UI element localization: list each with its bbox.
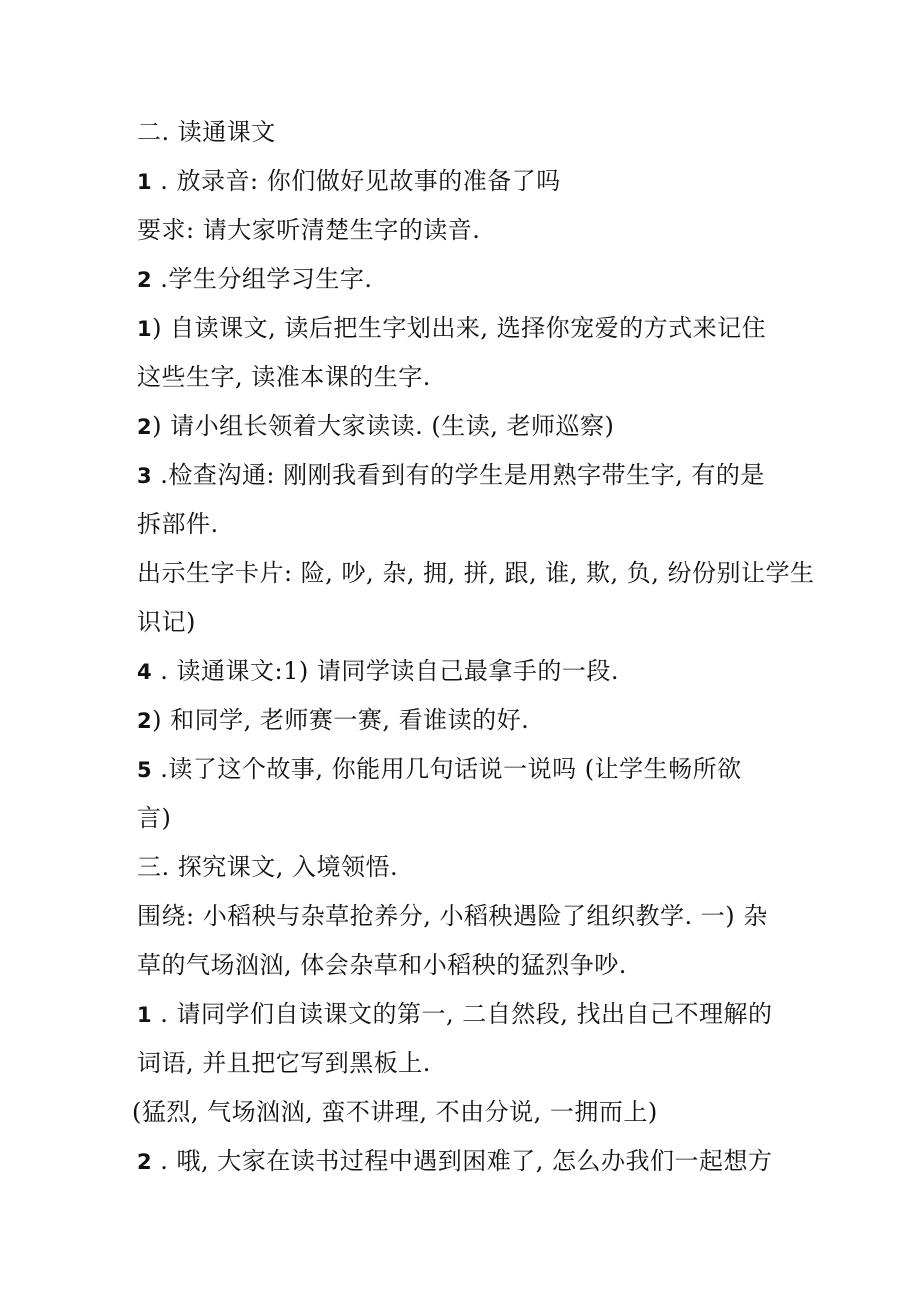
line-text: .学生分组学习生字. (152, 265, 373, 293)
text-line (137, 108, 797, 157)
text-line (137, 843, 797, 892)
text-line (137, 1039, 797, 1088)
line-text: ) 请小组长领着大家读读. (生读, 老师巡察) (152, 412, 615, 440)
line-text: . 请同学们自读课文的第一, 二自然段, 找出自己不理解的 (152, 1000, 773, 1028)
line-text: (猛烈, 气场汹汹, 蛮不讲理, 不由分说, 一拥而上) (132, 1098, 658, 1126)
line-text: 词语, 并且把它写到黑板上. (137, 1049, 431, 1077)
text-line (137, 892, 797, 941)
line-number: 1 (137, 1003, 153, 1027)
line-number: 5 (137, 758, 153, 782)
text-line (137, 500, 797, 549)
line-text: 拆部件. (137, 510, 219, 538)
line-number: 1 (137, 170, 153, 194)
line-text: 围绕: 小稻秧与杂草抢养分, 小稻秧遇险了组织教学. 一) 杂 (137, 902, 768, 930)
line-text: ) 自读课文, 读后把生字划出来, 选择你宠爱的方式来记住 (152, 314, 767, 342)
text-line (137, 451, 797, 500)
line-text: . 放录音: 你们做好见故事的准备了吗 (152, 167, 561, 195)
line-number: 3 (137, 464, 153, 488)
line-text: 言) (137, 804, 172, 832)
line-text: 这些生字, 读准本课的生字. (137, 363, 431, 391)
line-text: 要求: 请大家听清楚生字的读音. (137, 216, 481, 244)
line-text: 出示生字卡片: 险, 吵, 杂, 拥, 拼, 跟, 谁, 欺, 负, 纷份别让学生 (137, 559, 815, 587)
line-number: 1 (137, 317, 153, 341)
line-number: 2 (137, 1150, 153, 1174)
text-line (137, 255, 797, 304)
line-text: 三. 探究课文, 入境领悟. (137, 853, 399, 881)
line-number: 2 (137, 268, 153, 292)
line-text: . 哦, 大家在读书过程中遇到困难了, 怎么办我们一起想方 (152, 1147, 773, 1175)
text-line (137, 745, 797, 794)
text-line (137, 1137, 797, 1186)
text-line (137, 794, 797, 843)
line-number: 4 (137, 660, 153, 684)
text-line (137, 157, 797, 206)
line-number: 2 (137, 709, 153, 733)
text-line (137, 549, 815, 598)
line-text: ) 和同学, 老师赛一赛, 看谁读的好. (152, 706, 530, 734)
text-line (137, 941, 797, 990)
line-text: . 读通课文:1) 请同学读自己最拿手的一段. (152, 657, 619, 685)
line-text: 草的气场汹汹, 体会杂草和小稻秧的猛烈争吵. (137, 951, 627, 979)
line-text: .读了这个故事, 你能用几句话说一说吗 (让学生畅所欲 (152, 755, 742, 783)
text-line (137, 304, 797, 353)
text-line (132, 1088, 797, 1137)
line-text: .检查沟通: 刚刚我看到有的学生是用熟字带生字, 有的是 (152, 461, 765, 489)
document-page (132, 108, 815, 1186)
text-line (137, 647, 797, 696)
text-line (137, 598, 797, 647)
text-line (137, 206, 797, 255)
text-line (137, 402, 797, 451)
text-line (137, 696, 797, 745)
line-number: 2 (137, 415, 153, 439)
text-line (137, 990, 797, 1039)
line-text: 二. 读通课文 (137, 118, 276, 146)
text-line (137, 353, 797, 402)
line-text: 识记) (137, 608, 196, 636)
